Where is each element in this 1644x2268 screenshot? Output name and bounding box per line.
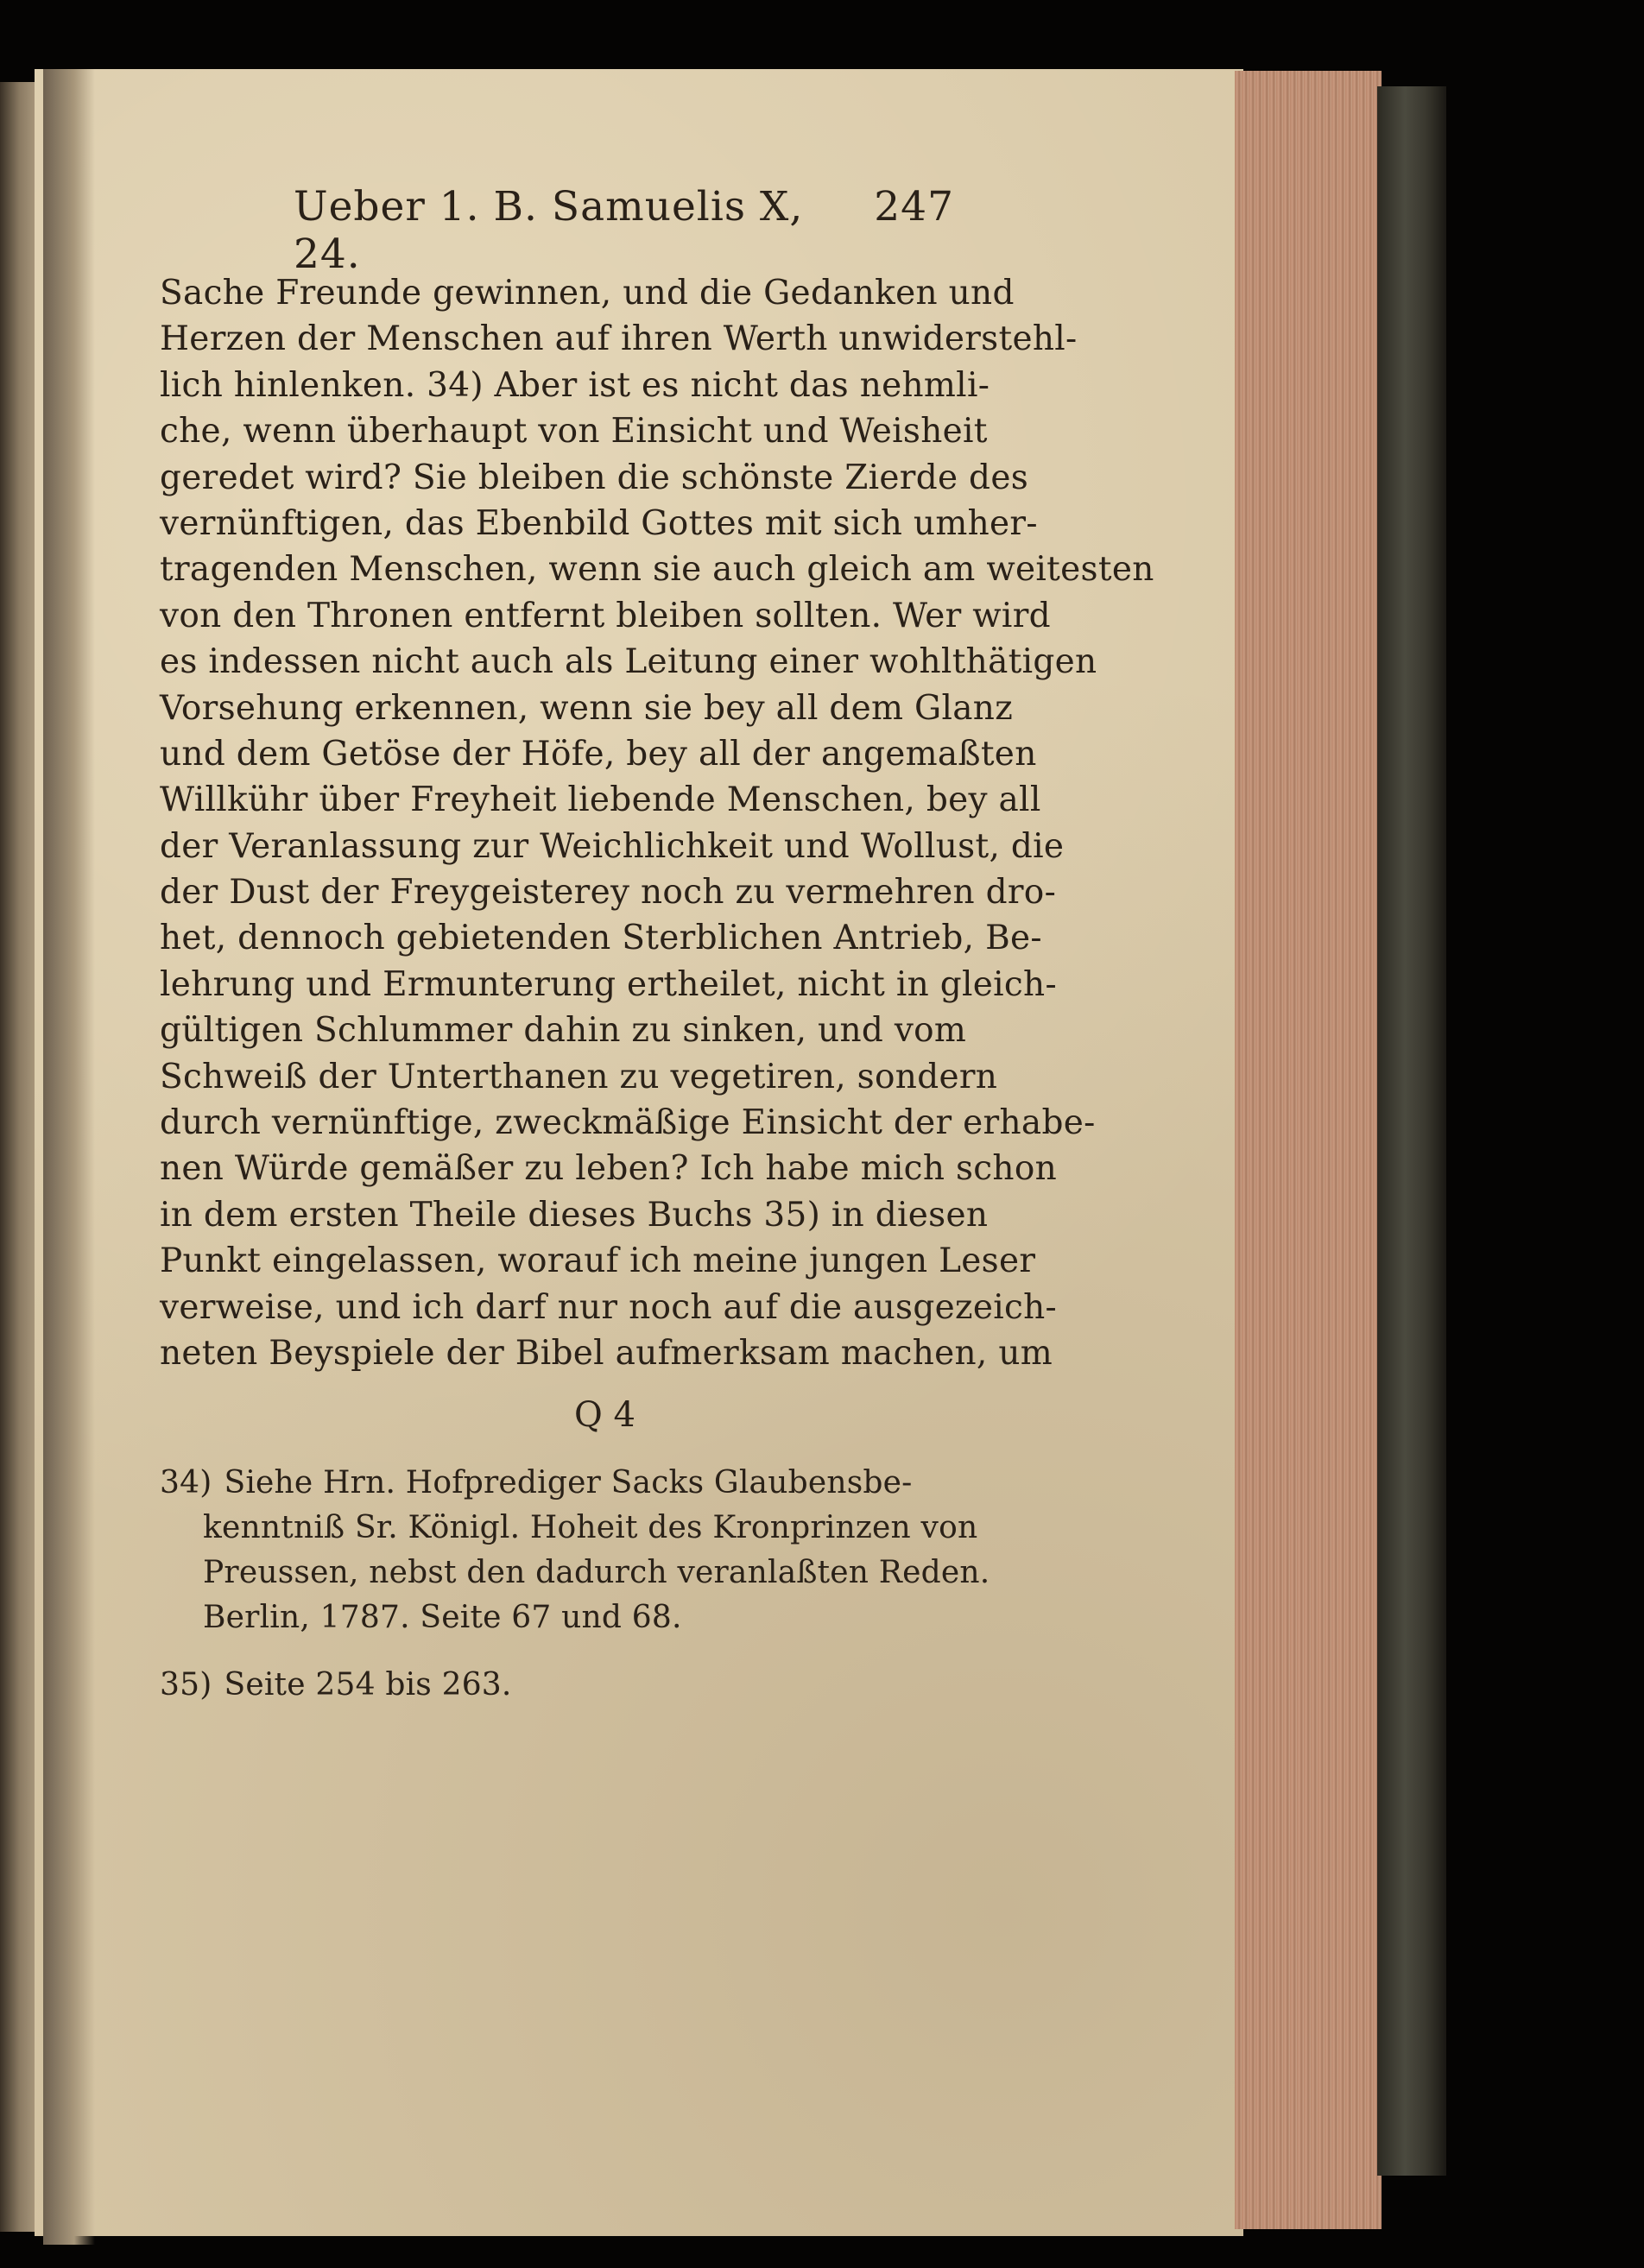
gutter-shadow — [43, 69, 95, 2245]
book-cover-board — [1377, 86, 1446, 2176]
running-title: Ueber 1. B. Samuelis X, 24. — [294, 183, 804, 278]
text-line: Vorsehung erkennen, wenn sie bey all dem Glanz — [160, 688, 1014, 728]
text-line: der Dust der Freygeisterey noch zu vermehren dro- — [160, 873, 1057, 913]
footnote-line: Preussen, nebst den dadurch veranlaßten Reden. — [203, 1555, 990, 1591]
signature-mark: Q 4 — [574, 1395, 635, 1436]
text-line: und dem Getöse der Höfe, bey all der angemaßten — [160, 734, 1037, 774]
body-text — [160, 270, 1154, 1376]
footnotes — [160, 1461, 997, 1708]
footnote-line: Berlin, 1787. Seite 67 und 68. — [203, 1600, 682, 1636]
text-line: geredet wird? Sie bleiben die schönste Zierde des — [160, 458, 1029, 497]
text-line: het, dennoch gebietenden Sterblichen Antrieb, Be- — [160, 919, 1042, 958]
footnote-text: Seite 254 bis 263. — [224, 1667, 512, 1703]
page-number: 247 — [874, 183, 954, 231]
footnote-line — [160, 1663, 997, 1708]
text-line: neten Beyspiele der Bibel aufmerksam machen, um — [160, 1333, 1053, 1373]
text-line: der Veranlassung zur Weichlichkeit und Wollust, die — [160, 826, 1065, 866]
footnote-line — [160, 1461, 997, 1506]
text-line: vernünftigen, das Ebenbild Gottes mit sich umher- — [160, 503, 1038, 543]
text-line: Sache Freunde gewinnen, und die Gedanken und — [160, 274, 1015, 313]
footnote-text: Siehe Hrn. Hofprediger Sacks Glaubensbe- — [224, 1465, 913, 1501]
footnote-ref: 35) — [160, 1667, 212, 1703]
text-line: gültigen Schlummer dahin zu sinken, und vom — [160, 1011, 967, 1051]
text-line: nen Würde gemäßer zu leben? Ich habe mich schon — [160, 1149, 1058, 1189]
footnote-35 — [160, 1663, 997, 1708]
text-line: Herzen der Menschen auf ihren Werth unwiderstehl- — [160, 319, 1078, 359]
text-line: tragenden Menschen, wenn sie auch gleich am weitesten — [160, 550, 1154, 590]
text-line: Schweiß der Unterthanen zu vegetiren, sondern — [160, 1057, 998, 1096]
text-line: durch vernünftige, zweckmäßige Einsicht der erhabe- — [160, 1103, 1096, 1143]
text-line: es indessen nicht auch als Leitung einer wohlthätigen — [160, 642, 1097, 682]
text-line: lehrung und Ermunterung ertheilet, nicht in gleich- — [160, 964, 1057, 1004]
text-line: che, wenn überhaupt von Einsicht und Weisheit — [160, 412, 988, 452]
footnote-ref: 34) — [160, 1465, 212, 1501]
page-edge-stack — [1235, 71, 1382, 2229]
footnote-34 — [160, 1461, 997, 1640]
text-line: Punkt eingelassen, worauf ich meine jungen Leser — [160, 1241, 1036, 1281]
text-line: von den Thronen entfernt bleiben sollten. Wer wird — [160, 596, 1051, 635]
text-line: Willkühr über Freyheit liebende Menschen, bey all — [160, 780, 1041, 820]
text-line: lich hinlenken. 34) Aber ist es nicht das nehmli- — [160, 365, 990, 405]
running-head — [160, 183, 997, 278]
footnote-line: kenntniß Sr. Königl. Hoheit des Kronprinzen von — [203, 1510, 978, 1546]
page-text — [160, 183, 1154, 1730]
text-line: in dem ersten Theile dieses Buchs 35) in diesen — [160, 1195, 989, 1235]
text-line: verweise, und ich darf nur noch auf die ausgezeich- — [160, 1287, 1058, 1327]
